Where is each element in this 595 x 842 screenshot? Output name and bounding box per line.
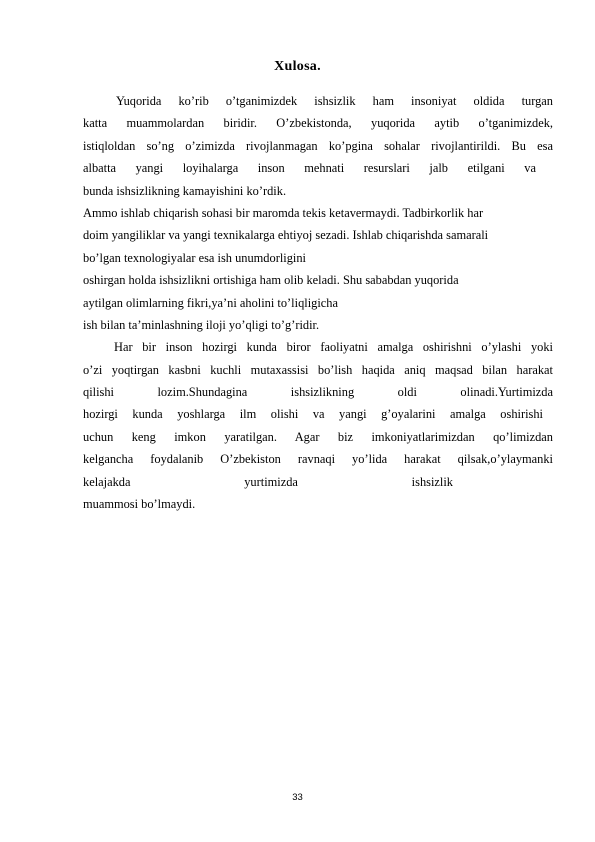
text-line: hozirgi kunda yoshlarga ilm olishi va yangi g’oyalarini amalga oshirishi — [83, 407, 543, 422]
text-line: kelajakda yurtimizda ishsizlik — [83, 474, 453, 489]
text-line: aytilgan olimlarning fikri,ya’ni aholini to’liqligicha — [83, 295, 338, 310]
text-line: kelgancha foydalanib O’zbekiston ravnaqi yo’lida harakat qilsak,o’ylaymanki — [83, 452, 553, 467]
text-line: qilishi lozim.Shundagina ishsizlikning oldi olinadi.Yurtimizda — [83, 385, 553, 400]
text-line: katta muammolardan biridir. O’zbekistonda, yuqorida aytib o’tganimizdek, — [83, 116, 553, 131]
text-line: doim yangiliklar va yangi texnikalarga ehtiyoj sezadi. Ishlab chiqarishda samarali — [83, 228, 489, 243]
text-line: oshirgan holda ishsizlikni ortishiga ham olib keladi. Shu sababdan yuqorida — [83, 273, 459, 288]
document-body — [83, 90, 553, 515]
text-line: Ammo ishlab chiqarish sohasi bir maromda tekis ketavermaydi. Tadbirkorlik har — [83, 205, 484, 220]
page-title: Xulosa. — [274, 59, 321, 74]
text-line: uchun keng imkon yaratilgan. Agar biz imkoniyatlarimizdan qo’limizdan — [83, 429, 553, 444]
text-line: ish bilan ta’minlashning iloji yo’qligi to’g’ridir. — [83, 317, 320, 332]
text-line: istiqloldan so’ng o’zimizda rivojlanmagan ko’pgina sohalar rivojlantirildi. Bu esa — [83, 138, 553, 153]
page-number: 33 — [292, 792, 303, 803]
text-line: bunda ishsizlikning kamayishini ko’rdik. — [83, 183, 287, 198]
text-line: bo’lgan texnologiyalar esa ish unumdorligini — [83, 250, 306, 265]
text-line: Yuqorida ko’rib o’tganimizdek ishsizlik ham insoniyat oldida turgan — [116, 94, 553, 108]
text-line: o’zi yoqtirgan kasbni kuchli mutaxassisi bo’lish haqida aniq maqsad bilan harakat — [83, 362, 553, 377]
text-line: albatta yangi loyihalarga inson mehnati resurslari jalb etilgani va — [83, 161, 536, 176]
text-line: Har bir inson hozirgi kunda biror faoliyatni amalga oshirishni o’ylashi yoki — [114, 340, 553, 355]
text-line: muammosi bo’lmaydi. — [83, 497, 196, 512]
